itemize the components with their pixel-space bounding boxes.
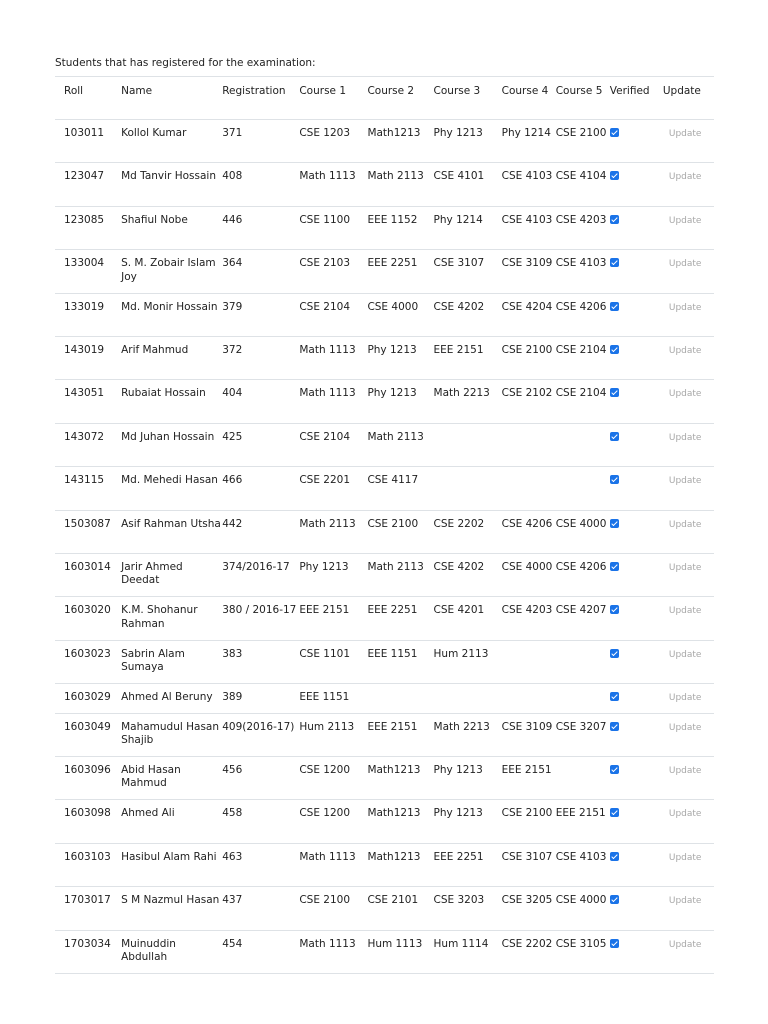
course-3-cell: CSE 4101	[433, 170, 485, 183]
course-3-cell: CSE 4201	[433, 604, 485, 617]
course-3-cell: Phy 1214	[433, 213, 483, 226]
table-header	[55, 77, 714, 120]
roll-cell: 1703034	[64, 937, 111, 950]
verified-checkbox[interactable]	[610, 692, 619, 701]
update-button[interactable]: Update	[668, 939, 702, 950]
header-name: Name	[121, 85, 153, 97]
verified-checkbox[interactable]	[610, 258, 619, 267]
course-4-cell: CSE 3109	[501, 720, 553, 733]
update-cell	[663, 206, 714, 249]
verified-cell	[610, 120, 663, 163]
course-3-cell	[434, 423, 502, 466]
roll-cell: 133004	[64, 257, 105, 270]
table-caption: Students that has registered for the examination:	[55, 57, 316, 69]
course-2-cell: CSE 2100	[367, 517, 419, 530]
header-roll: Roll	[64, 85, 84, 97]
course-4-cell: CSE 4203	[501, 604, 553, 617]
update-button[interactable]: Update	[668, 722, 702, 733]
roll-cell: 123085	[64, 213, 105, 226]
course-4-cell	[502, 640, 556, 683]
update-button[interactable]: Update	[668, 389, 702, 400]
verified-checkbox[interactable]	[610, 388, 619, 397]
course-1-cell: CSE 1101	[299, 647, 351, 660]
update-button[interactable]: Update	[668, 215, 702, 226]
update-button[interactable]: Update	[668, 649, 702, 660]
update-button[interactable]: Update	[668, 172, 702, 183]
verified-cell	[610, 756, 663, 799]
update-cell	[663, 336, 714, 379]
table-row	[55, 800, 714, 843]
name-cell: Kollol Kumar	[121, 127, 187, 139]
verified-checkbox[interactable]	[610, 432, 619, 441]
header-course-1: Course 1	[299, 85, 347, 97]
course-3-cell: Math 2213	[433, 387, 490, 400]
verified-cell	[610, 553, 663, 596]
course-5-cell: CSE 2104	[555, 387, 607, 400]
course-4-cell: CSE 2100	[501, 807, 553, 820]
registration-cell: 446	[222, 213, 243, 226]
verified-cell	[610, 713, 663, 756]
registration-cell: 374/2016-17	[222, 560, 290, 573]
course-5-cell: CSE 2104	[555, 343, 607, 356]
header-course-4: Course 4	[501, 85, 549, 97]
course-5-cell	[556, 756, 610, 799]
update-cell	[663, 684, 714, 714]
course-1-cell: Math 1113	[299, 387, 356, 400]
course-5-cell: CSE 4000	[555, 894, 607, 907]
header-registration: Registration	[222, 85, 286, 97]
registration-cell: 383	[222, 647, 243, 660]
update-button[interactable]: Update	[668, 606, 702, 617]
update-button[interactable]: Update	[668, 432, 702, 443]
course-3-cell: CSE 4202	[433, 560, 485, 573]
update-cell	[663, 800, 714, 843]
update-cell	[663, 597, 714, 640]
table-row	[55, 120, 714, 163]
update-cell	[663, 423, 714, 466]
roll-cell: 143115	[64, 474, 105, 487]
table-row	[55, 163, 714, 206]
verified-cell	[610, 467, 663, 510]
update-button[interactable]: Update	[668, 476, 702, 487]
course-3-cell: EEE 2251	[433, 850, 484, 863]
roll-cell: 133019	[64, 300, 105, 313]
table-body	[55, 120, 714, 974]
course-4-cell: CSE 2202	[501, 937, 553, 950]
table-row	[55, 843, 714, 886]
verified-cell	[610, 887, 663, 930]
course-1-cell: CSE 2100	[299, 894, 351, 907]
verified-cell	[610, 930, 663, 973]
table-row	[55, 293, 714, 336]
registration-cell: 404	[222, 387, 243, 400]
course-2-cell: CSE 4117	[367, 474, 419, 487]
name-cell: S M Nazmul Hasan	[121, 894, 220, 907]
update-button[interactable]: Update	[668, 129, 702, 139]
registration-cell: 466	[222, 474, 243, 487]
course-3-cell	[434, 467, 502, 510]
course-1-cell: CSE 1203	[299, 127, 351, 139]
roll-cell: 1603098	[64, 807, 111, 820]
course-4-cell: CSE 4206	[501, 517, 553, 530]
course-2-cell: Phy 1213	[367, 387, 417, 400]
course-1-cell: CSE 1200	[299, 807, 351, 820]
course-4-cell	[502, 467, 556, 510]
table-row	[55, 467, 714, 510]
update-button[interactable]: Update	[668, 519, 702, 530]
course-4-cell: EEE 2151	[501, 763, 552, 776]
course-3-cell: CSE 2202	[433, 517, 485, 530]
verified-checkbox[interactable]	[610, 722, 619, 731]
course-3-cell: EEE 2151	[433, 343, 484, 356]
verified-cell	[610, 293, 663, 336]
course-2-cell: EEE 2151	[367, 720, 418, 733]
course-2-cell: Phy 1213	[367, 343, 417, 356]
verified-checkbox[interactable]	[610, 519, 619, 528]
verified-checkbox[interactable]	[610, 895, 619, 904]
update-cell	[663, 756, 714, 799]
name-cell: Sabrin Alam Sumaya	[121, 647, 185, 674]
course-3-cell: Phy 1213	[433, 127, 483, 139]
course-2-cell: Math 2113	[367, 560, 424, 573]
verified-cell	[610, 597, 663, 640]
update-cell	[663, 120, 714, 163]
name-cell: Asif Rahman Utsha	[121, 517, 221, 530]
course-4-cell: CSE 3107	[501, 850, 553, 863]
course-2-cell: EEE 2251	[367, 257, 418, 270]
verified-cell	[610, 510, 663, 553]
verified-cell	[610, 250, 663, 293]
verified-checkbox[interactable]	[610, 128, 619, 137]
course-2-cell: Math1213	[367, 127, 421, 139]
course-1-cell: CSE 2104	[299, 300, 351, 313]
registration-cell: 458	[222, 807, 243, 820]
verified-checkbox[interactable]	[610, 215, 619, 224]
name-cell: S. M. Zobair Islam Joy	[121, 257, 216, 283]
registration-cell: 437	[222, 894, 243, 907]
verified-cell	[610, 640, 663, 683]
roll-cell: 1603096	[64, 763, 111, 776]
course-4-cell: CSE 3205	[501, 894, 553, 907]
course-3-cell: Phy 1213	[433, 763, 483, 776]
course-4-cell: CSE 3109	[501, 257, 553, 270]
verified-cell	[610, 843, 663, 886]
table-row	[55, 206, 714, 249]
course-1-cell: CSE 2201	[299, 474, 351, 487]
verified-checkbox[interactable]	[610, 852, 619, 861]
course-5-cell	[556, 423, 610, 466]
update-cell	[663, 843, 714, 886]
name-cell: Mahamudul Hasan Shajib	[121, 720, 220, 747]
update-cell	[663, 713, 714, 756]
update-cell	[663, 163, 714, 206]
roll-cell: 1603020	[64, 604, 111, 617]
course-5-cell	[556, 467, 610, 510]
course-2-cell: EEE 2251	[367, 604, 418, 617]
course-4-cell: CSE 4103	[501, 170, 553, 183]
course-5-cell: CSE 4000	[555, 517, 607, 530]
update-button[interactable]: Update	[668, 302, 702, 313]
table-row	[55, 756, 714, 799]
course-2-cell: Hum 1113	[367, 937, 423, 950]
update-button[interactable]: Update	[668, 562, 702, 573]
roll-cell: 123047	[64, 170, 105, 183]
course-5-cell: CSE 4203	[555, 213, 607, 226]
update-cell	[663, 510, 714, 553]
course-1-cell: CSE 2103	[299, 257, 351, 270]
course-1-cell: Phy 1213	[299, 560, 349, 573]
course-4-cell: CSE 2100	[501, 343, 553, 356]
course-5-cell: CSE 4207	[555, 604, 607, 617]
course-4-cell: CSE 2102	[501, 387, 553, 400]
verified-checkbox[interactable]	[610, 939, 619, 948]
course-2-cell: CSE 2101	[367, 894, 419, 907]
roll-cell: 1603029	[64, 691, 111, 704]
course-5-cell: CSE 3105	[555, 937, 607, 950]
course-1-cell: CSE 1100	[299, 213, 351, 226]
header-verified: Verified	[609, 85, 650, 97]
registration-cell: 372	[222, 343, 243, 356]
course-5-cell: CSE 2100	[555, 127, 607, 139]
course-3-cell: Hum 2113	[433, 647, 489, 660]
course-5-cell: CSE 4103	[555, 850, 607, 863]
registration-cell: 456	[222, 763, 243, 776]
verified-cell	[610, 163, 663, 206]
course-2-cell: Math 2113	[367, 170, 424, 183]
update-button[interactable]: Update	[668, 852, 702, 863]
name-cell: Jarir Ahmed Deedat	[121, 560, 183, 587]
registration-cell: 454	[222, 937, 243, 950]
course-5-cell: CSE 3207	[555, 720, 607, 733]
roll-cell: 143072	[64, 430, 105, 443]
roll-cell: 1603014	[64, 560, 111, 573]
registration-cell: 409(2016-17)	[222, 720, 295, 733]
registration-cell: 425	[222, 430, 243, 443]
course-2-cell: Math 2113	[367, 430, 424, 443]
header-course-2: Course 2	[367, 85, 415, 97]
name-cell: Abid Hasan Mahmud	[121, 763, 181, 790]
update-cell	[663, 380, 714, 423]
update-cell	[663, 887, 714, 930]
verified-cell	[610, 380, 663, 423]
course-2-cell: EEE 1151	[367, 647, 418, 660]
update-button[interactable]: Update	[668, 345, 702, 356]
course-1-cell: Math 1113	[299, 937, 356, 950]
course-1-cell: EEE 1151	[299, 691, 350, 704]
update-button[interactable]: Update	[668, 693, 702, 704]
name-cell: Arif Mahmud	[121, 343, 189, 356]
update-cell	[663, 553, 714, 596]
name-cell: Ahmed Al Beruny	[121, 691, 213, 704]
table-row	[55, 336, 714, 379]
course-1-cell: Math 2113	[299, 517, 356, 530]
update-cell	[663, 930, 714, 973]
registration-cell: 364	[222, 257, 243, 270]
table-row	[55, 887, 714, 930]
table-row	[55, 930, 714, 973]
registration-cell: 379	[222, 300, 243, 313]
table-row	[55, 597, 714, 640]
header-row	[55, 77, 714, 120]
registration-cell: 442	[222, 517, 243, 530]
course-4-cell	[502, 423, 556, 466]
course-3-cell: CSE 3203	[433, 894, 485, 907]
update-button[interactable]: Update	[668, 259, 702, 270]
update-cell	[663, 640, 714, 683]
name-cell: Md Tanvir Hossain	[121, 170, 216, 183]
course-5-cell	[556, 640, 610, 683]
header-course-5: Course 5	[555, 85, 603, 97]
verified-checkbox[interactable]	[610, 649, 619, 658]
roll-cell: 103011	[64, 127, 105, 139]
course-2-cell: Math1213	[367, 763, 421, 776]
verified-checkbox[interactable]	[610, 605, 619, 614]
update-cell	[663, 250, 714, 293]
registration-cell: 371	[222, 127, 243, 139]
course-2-cell: Math1213	[367, 807, 421, 820]
course-3-cell	[434, 684, 502, 714]
update-button[interactable]: Update	[668, 809, 702, 820]
course-2-cell	[367, 684, 433, 714]
registration-cell: 463	[222, 850, 243, 863]
table-row	[55, 713, 714, 756]
update-cell	[663, 467, 714, 510]
verified-checkbox[interactable]	[610, 765, 619, 774]
course-1-cell: CSE 2104	[299, 430, 351, 443]
roll-cell: 143051	[64, 387, 105, 400]
course-3-cell: CSE 4202	[433, 300, 485, 313]
header-course-3: Course 3	[433, 85, 481, 97]
course-4-cell: CSE 4204	[501, 300, 553, 313]
course-4-cell	[502, 684, 556, 714]
course-1-cell: Hum 2113	[299, 720, 355, 733]
table-row	[55, 684, 714, 714]
verified-cell	[610, 423, 663, 466]
course-3-cell: Phy 1213	[433, 807, 483, 820]
course-2-cell: CSE 4000	[367, 300, 419, 313]
verified-checkbox[interactable]	[610, 302, 619, 311]
table-row	[55, 510, 714, 553]
course-5-cell: CSE 4206	[555, 560, 607, 573]
table-row	[55, 553, 714, 596]
roll-cell: 1703017	[64, 894, 111, 907]
course-3-cell: Hum 1114	[433, 937, 489, 950]
course-5-cell: CSE 4103	[555, 257, 607, 270]
roll-cell: 1603023	[64, 647, 111, 660]
header-update: Update	[662, 85, 701, 97]
name-cell: Md. Monir Hossain	[121, 300, 218, 313]
registration-cell: 389	[222, 691, 243, 704]
course-3-cell: CSE 3107	[433, 257, 485, 270]
roll-cell: 143019	[64, 343, 105, 356]
course-4-cell: CSE 4000	[501, 560, 553, 573]
update-button[interactable]: Update	[668, 765, 702, 776]
course-1-cell: Math 1113	[299, 343, 356, 356]
course-3-cell: Math 2213	[433, 720, 490, 733]
verified-checkbox[interactable]	[610, 808, 619, 817]
registration-cell: 408	[222, 170, 243, 183]
course-1-cell: Math 1113	[299, 170, 356, 183]
table-row	[55, 423, 714, 466]
verified-checkbox[interactable]	[610, 562, 619, 571]
name-cell: Rubaiat Hossain	[121, 387, 206, 400]
course-5-cell: CSE 4104	[555, 170, 607, 183]
name-cell: Shafiul Nobe	[121, 213, 188, 226]
name-cell: Hasibul Alam Rahi	[121, 850, 217, 863]
name-cell: Md. Mehedi Hasan	[121, 474, 218, 487]
course-2-cell: EEE 1152	[367, 213, 418, 226]
name-cell: Md Juhan Hossain	[121, 430, 215, 443]
roll-cell: 1603103	[64, 850, 111, 863]
course-4-cell: Phy 1214	[501, 127, 551, 139]
verified-checkbox[interactable]	[610, 171, 619, 180]
course-2-cell: Math1213	[367, 850, 421, 863]
course-5-cell	[556, 684, 610, 714]
verified-checkbox[interactable]	[610, 475, 619, 484]
verified-cell	[610, 800, 663, 843]
table-row	[55, 250, 714, 293]
table-row	[55, 640, 714, 683]
course-1-cell: EEE 2151	[299, 604, 350, 617]
name-cell: Muinuddin Abdullah	[121, 937, 176, 964]
students-table	[55, 76, 714, 974]
registration-cell: 380 / 2016-17	[222, 604, 297, 617]
verified-cell	[610, 684, 663, 714]
table-row	[55, 380, 714, 423]
course-5-cell: CSE 4206	[555, 300, 607, 313]
update-cell	[663, 293, 714, 336]
course-1-cell: Math 1113	[299, 850, 356, 863]
verified-checkbox[interactable]	[610, 345, 619, 354]
name-cell: K.M. Shohanur Rahman	[121, 604, 198, 630]
roll-cell: 1503087	[64, 517, 111, 530]
name-cell: Ahmed Ali	[121, 807, 175, 820]
course-1-cell: CSE 1200	[299, 763, 351, 776]
verified-cell	[610, 206, 663, 249]
course-4-cell: CSE 4103	[501, 213, 553, 226]
course-5-cell: EEE 2151	[555, 807, 606, 820]
update-button[interactable]: Update	[668, 896, 702, 907]
verified-cell	[610, 336, 663, 379]
roll-cell: 1603049	[64, 720, 111, 733]
